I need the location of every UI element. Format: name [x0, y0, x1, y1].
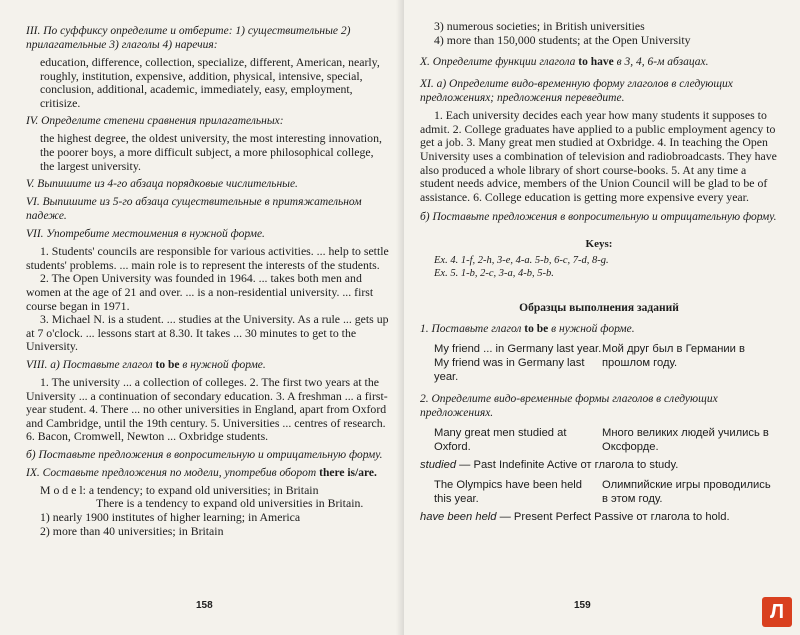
ex11b-heading: б) Поставьте предложения в вопросительную и отрицательную форму. — [420, 211, 777, 224]
ex7-item-2: 2. The Open University was founded in 1964. ... takes both men and women at the age of 21 and over. ... is a non-residential university. ... first course began in 1971. — [26, 271, 374, 313]
keys-ex5: Ex. 5. 1-b, 2-c, 3-a, 4-b, 5-b. — [434, 268, 554, 280]
ex9-list-continued — [420, 20, 778, 47]
ex9-heading: IX. Составьте предложения по модели, употребив оборот there is/are. — [26, 466, 377, 479]
sample2-russian-2: Олимпийские игры проводились в этом году. — [602, 479, 771, 506]
keys-ex4: Ex. 4. 1-f, 2-h, 3-e, 4-a. 5-b, 6-c, 7-d, 8-g. — [434, 255, 609, 267]
ex7-heading: VII. Употребите местоимения в нужной форме. — [26, 228, 265, 241]
ex4-text: the highest degree, the oldest university, the most interesting innovation, the poorer boys, a more difficult subject, a more philosophical college, the largest university. — [40, 131, 382, 173]
sample1-heading: 1. Поставьте глагол to be в нужной форме. — [420, 323, 635, 336]
sample2-pair-1 — [434, 426, 778, 454]
sample1-russian: Мой друг был в Германии в прошлом году. — [602, 343, 745, 370]
ex11-heading: XI. а) Определите видо-временную форму глаголов в следующих предложениях; предложения переведите. — [420, 78, 733, 105]
samples-title: Образцы выполнения заданий — [519, 302, 679, 315]
ex10-heading: X. Определите функции глагола to have в 3, 4, 6-м абзацах. — [420, 56, 709, 69]
ex9-model: М о d е l: a tendency; to expand old universities; in Britain — [40, 482, 319, 497]
right-page — [404, 0, 800, 635]
keys-title: Keys: — [585, 238, 613, 251]
sample2-note-1: studied — Past Indefinite Active от глагола to study. — [420, 459, 679, 472]
ex8-heading: VIII. а) Поставьте глагол to be в нужной форме. — [26, 358, 266, 371]
ex8b-heading: б) Поставьте предложения в вопросительную и отрицательную форму. — [26, 448, 383, 461]
ex7-item-3: 3. Michael N. is a student. ... studies at the University. As a rule ... gets up at 7 o'clock. ... lessons start at 8.30. It takes ... 30 minutes to get to the University. — [26, 312, 389, 354]
sample2-english-2: The Olympics have been held this year. — [434, 479, 583, 506]
ex9-model-answer: There is a tendency to expand old universities in Britain. — [96, 496, 364, 511]
sample2-english-1: Many great men studied at Oxford. — [434, 427, 567, 454]
list-item: 3) numerous societies; in British universities — [434, 19, 645, 33]
ex11-text: 1. Each university decides each year how many students it supposes to admit. 2. College graduates have applied to a public employment agency to get a job. 3. Many great men studied at Oxbridge. 4. In teaching the Open University uses a combination of television and radiobroadcasts. They have also produced a whole library of short course-books. 5. At any time a student needs advice, members of the Union Council will be glad to be of assistance. 6. College education is getting more expensive every year. — [420, 108, 777, 204]
sample2-pair-2 — [434, 478, 778, 506]
page-number-left: 158 — [196, 600, 213, 611]
ex6-heading: VI. Выпишите из 5-го абзаца существительные в притяжательном падеже. — [26, 196, 362, 223]
sample1-english: My friend ... in Germany last year. My friend was in Germany last year. — [434, 343, 602, 384]
ex5-heading: V. Выпишите из 4-го абзаца порядковые числительные. — [26, 178, 298, 191]
ex7-item-1: 1. Students' councils are responsible for various activities. ... help to settle students' problems. ... main role is to represent the interests of the students. — [26, 244, 389, 272]
sample2-heading: 2. Определите видо-временные формы глаголов в следующих предложениях. — [420, 393, 718, 420]
sample1-pair — [434, 342, 778, 384]
ex3-heading: III. По суффиксу определите и отберите: 1) существительные 2) прилагательные 3) глаголы 4) наречия: — [26, 25, 351, 51]
ex4-heading: IV. Определите степени сравнения прилагательных: — [26, 115, 284, 128]
page-number-right: 159 — [574, 600, 591, 611]
ex8-text: 1. The university ... a collection of colleges. 2. The first two years at the University ... a continuation of secondary education. 3. A freshman ... a first-year student. 4. There ... no other universities in England, apart from Oxford and Cambridge, until the 19th century. 5. Universities ... centres of research. 6. Bacon, Cromwell, Newton ... Oxbridge students. — [26, 374, 388, 444]
list-item: 4) more than 150,000 students; at the Open University — [434, 32, 691, 47]
ex3-words: education, difference, collection, specialize, different, American, nearly, roughly, institution, expensive, addition, physical, intensive, special, conclusion, additional, academic, immediately, easy, employment, critisize. — [40, 55, 380, 110]
ex9-list — [26, 511, 390, 538]
list-item: 1) nearly 1900 institutes of higher learning; in America — [40, 510, 301, 525]
list-item: 2) more than 40 universities; in Britain — [40, 523, 224, 538]
publisher-logo-icon: Л — [762, 597, 792, 627]
sample2-russian-1: Много великих людей учились в Оксфорде. — [602, 427, 769, 454]
sample2-note-2: have been held — Present Perfect Passive от глагола to hold. — [420, 511, 730, 524]
